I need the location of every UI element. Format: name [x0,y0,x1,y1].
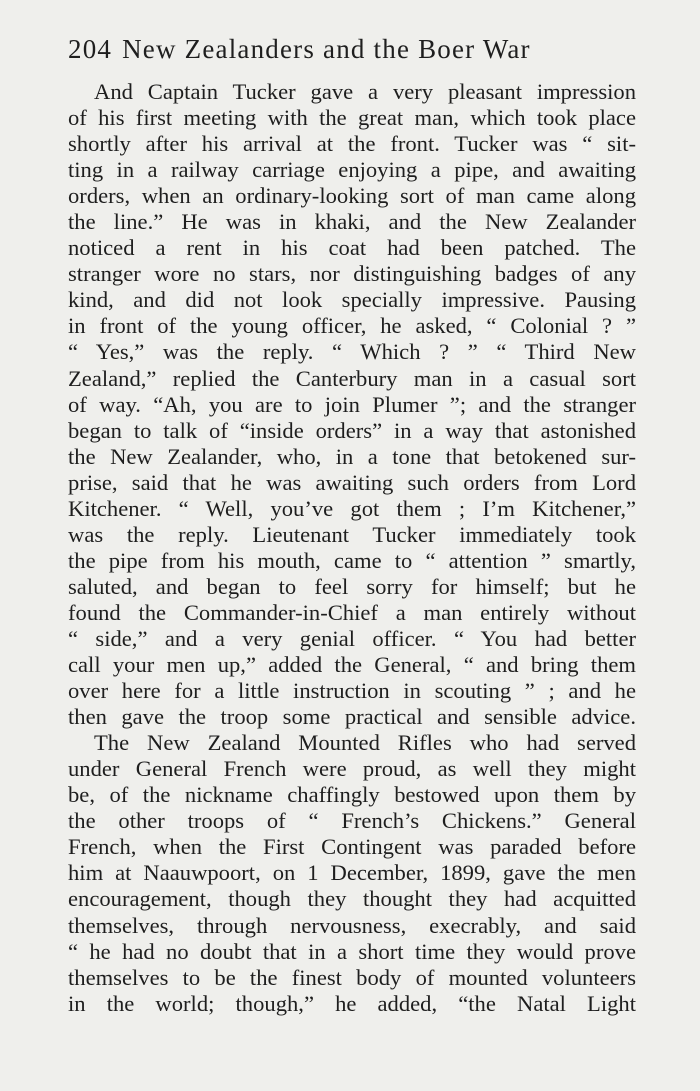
text-line: shortly after his arrival at the front. Tucker was “ sit- [68,131,636,157]
text-line: in the world; though,” he added, “the Natal Light [68,990,636,1016]
text-line: And Captain Tucker gave a very pleasant impression [94,79,636,104]
text-line: found the Commander-in-Chief a man entirely without [68,599,636,625]
body-text [68,79,636,1017]
text-line: saluted, and began to feel sorry for himself; but he [68,573,636,599]
text-line: of way. “Ah, you are to join Plumer ”; and the stranger [68,391,636,417]
text-line: the line.” He was in khaki, and the New Zealander [68,209,636,235]
text-line: themselves to be the finest body of mounted volunteers [68,964,636,990]
text-line: kind, and did not look specially impressive. Pausing [68,287,636,313]
text-line: call your men up,” added the General, “ and bring them [68,652,636,678]
paragraph-kitchener-anecdote [68,79,636,730]
text-line: The New Zealand Mounted Rifles who had served [94,730,636,756]
text-line: stranger wore no stars, nor distinguishing badges of any [68,261,636,287]
text-line: “ side,” and a very genial officer. “ You had better [68,625,636,651]
page-number: 204 [68,34,113,64]
text-line: began to talk of “inside orders” in a way that astonished [68,417,636,443]
text-line: the New Zealander, who, in a tone that betokened sur- [68,443,636,469]
text-line: the pipe from his mouth, came to “ attention ” smartly, [68,547,636,573]
text-line: him at Naauwpoort, on 1 December, 1899, gave the men [68,860,636,886]
text-line: “ Yes,” was the reply. “ Which ? ” “ Third New [68,339,636,365]
text-line: the other troops of “ French’s Chickens.” General [68,808,636,834]
text-line: Zealand,” replied the Canterbury man in a casual sort [68,365,636,391]
text-line: themselves, through nervousness, execrably, and said [68,912,636,938]
text-line: prise, said that he was awaiting such orders from Lord [68,469,636,495]
text-line: noticed a rent in his coat had been patched. The [68,235,636,261]
paragraph-frenchs-chickens [68,730,636,1017]
text-line: orders, when an ordinary-looking sort of man came along [68,183,636,209]
text-line: ting in a railway carriage enjoying a pipe, and awaiting [68,157,636,183]
text-line: “ he had no doubt that in a short time they would prove [68,938,636,964]
running-title: New Zealanders and the Boer War [122,34,531,64]
text-line: encouragement, though they thought they had acquitted [68,886,636,912]
text-line: Kitchener. “ Well, you’ve got them ; I’m Kitchener,” [68,495,636,521]
text-line: was the reply. Lieutenant Tucker immediately took [68,521,636,547]
text-line: under General French were proud, as well they might [68,756,636,782]
text-line: of his first meeting with the great man, which took place [68,105,636,131]
running-header [68,34,638,70]
text-line: over here for a little instruction in scouting ” ; and he [68,678,636,704]
text-line: be, of the nickname chaffingly bestowed upon them by [68,782,636,808]
text-line: in front of the young officer, he asked, “ Colonial ? ” [68,313,636,339]
text-line: then gave the troop some practical and sensible advice. [68,704,636,730]
text-line: French, when the First Contingent was paraded before [68,834,636,860]
